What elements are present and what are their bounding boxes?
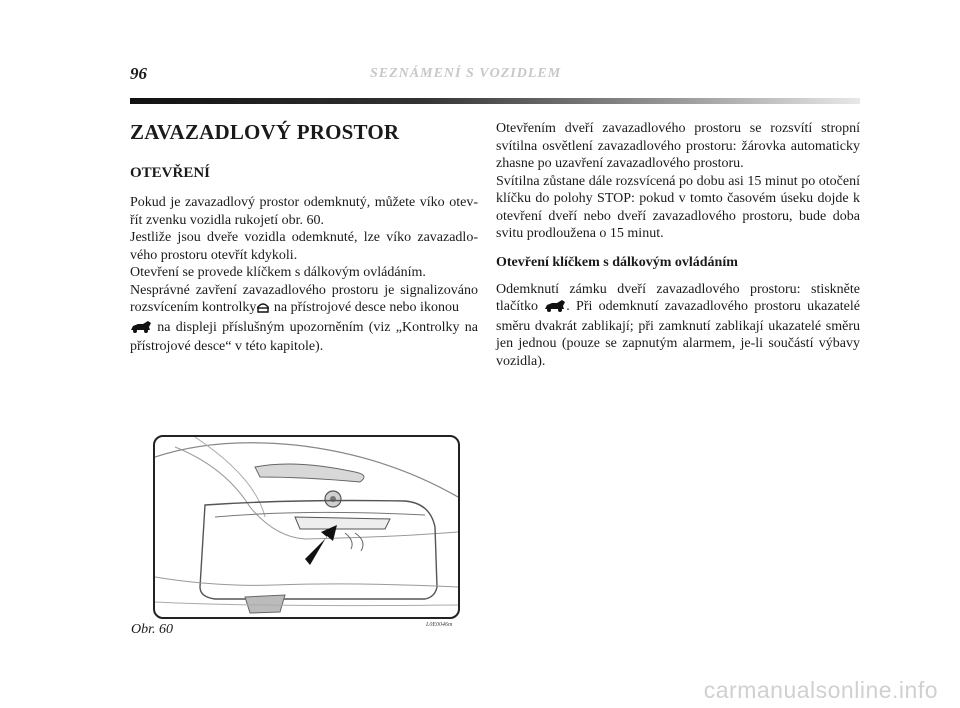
figure-code: L0E0046m bbox=[426, 622, 453, 628]
paragraph: Svítilna zůstane dále rozsvícená po dobu asi 15 minut po otočení klíčku do polohy STOP: pokud v tomto časovém úseku dojde k otevření dveří nebo dveří zavazadlového prostoru, bude doba svitu prodloužena o 15 minut. bbox=[496, 173, 860, 241]
text-run: . Při odemknutí zavazadlového prostoru ukazatelé směru dvakrát zablikají; při zamknutí zablikají ukazatelé směru jen jednou (pouze se zapnutým alarmem, je-li součástí výbavy vozidla). bbox=[496, 299, 860, 369]
figure-caption: Obr. 60 bbox=[131, 622, 174, 637]
paragraph: Otevřením dveří zavazadlového prostoru se rozsvítí stropní svítilna osvětlení zavazadlového prostoru: žárovka automaticky zhasne po uzavření zavazadlového prostoru. bbox=[496, 121, 860, 171]
paragraph: Otevření se provede klíčkem s dálkovým ovládáním. bbox=[130, 265, 426, 280]
trunk-handle-illustration bbox=[153, 435, 460, 619]
header-rule bbox=[130, 98, 860, 104]
running-title: SEZNÁMENÍ S VOZIDLEM bbox=[370, 66, 562, 81]
text-run: Odemknutí zámku dveří zavazadlového prostoru: stiskněte tlačítko bbox=[496, 281, 860, 314]
trunk-open-warning-icon bbox=[256, 301, 270, 319]
paragraph: Pokud je zavazadlový prostor odemknutý, můžete víko otevřít zvenku vozidla rukojetí obr. 60. bbox=[130, 195, 478, 228]
page-number: 96 bbox=[130, 64, 147, 83]
watermark: carmanualsonline.info bbox=[703, 677, 938, 703]
right-column bbox=[496, 120, 860, 370]
text-run: na přístrojové desce nebo ikonou bbox=[270, 300, 459, 315]
paragraph-warning bbox=[130, 282, 478, 356]
paragraph: Jestliže jsou dveře vozidla odemknuté, lze víko zavazadlového prostoru otevřít kdykoli. bbox=[130, 230, 478, 263]
subsection-title: OTEVŘENÍ bbox=[130, 165, 211, 181]
subheading: Otevření klíčkem s dálkovým ovládáním bbox=[496, 254, 738, 270]
text-run: na displeji příslušným upozorněním (viz „Kontrolky na přístrojové desce“ v této kapitole). bbox=[130, 319, 478, 354]
trunk-remote-button-icon bbox=[544, 300, 566, 318]
section-title: ZAVAZADLOVÝ PROSTOR bbox=[130, 120, 400, 144]
paragraph-remote bbox=[496, 281, 860, 371]
car-trunk-icon bbox=[130, 321, 152, 339]
left-column bbox=[130, 120, 478, 356]
text-run: Nesprávné zavření zavazadlového prostoru je signalizováno rozsvícením kontrolky bbox=[130, 282, 478, 315]
